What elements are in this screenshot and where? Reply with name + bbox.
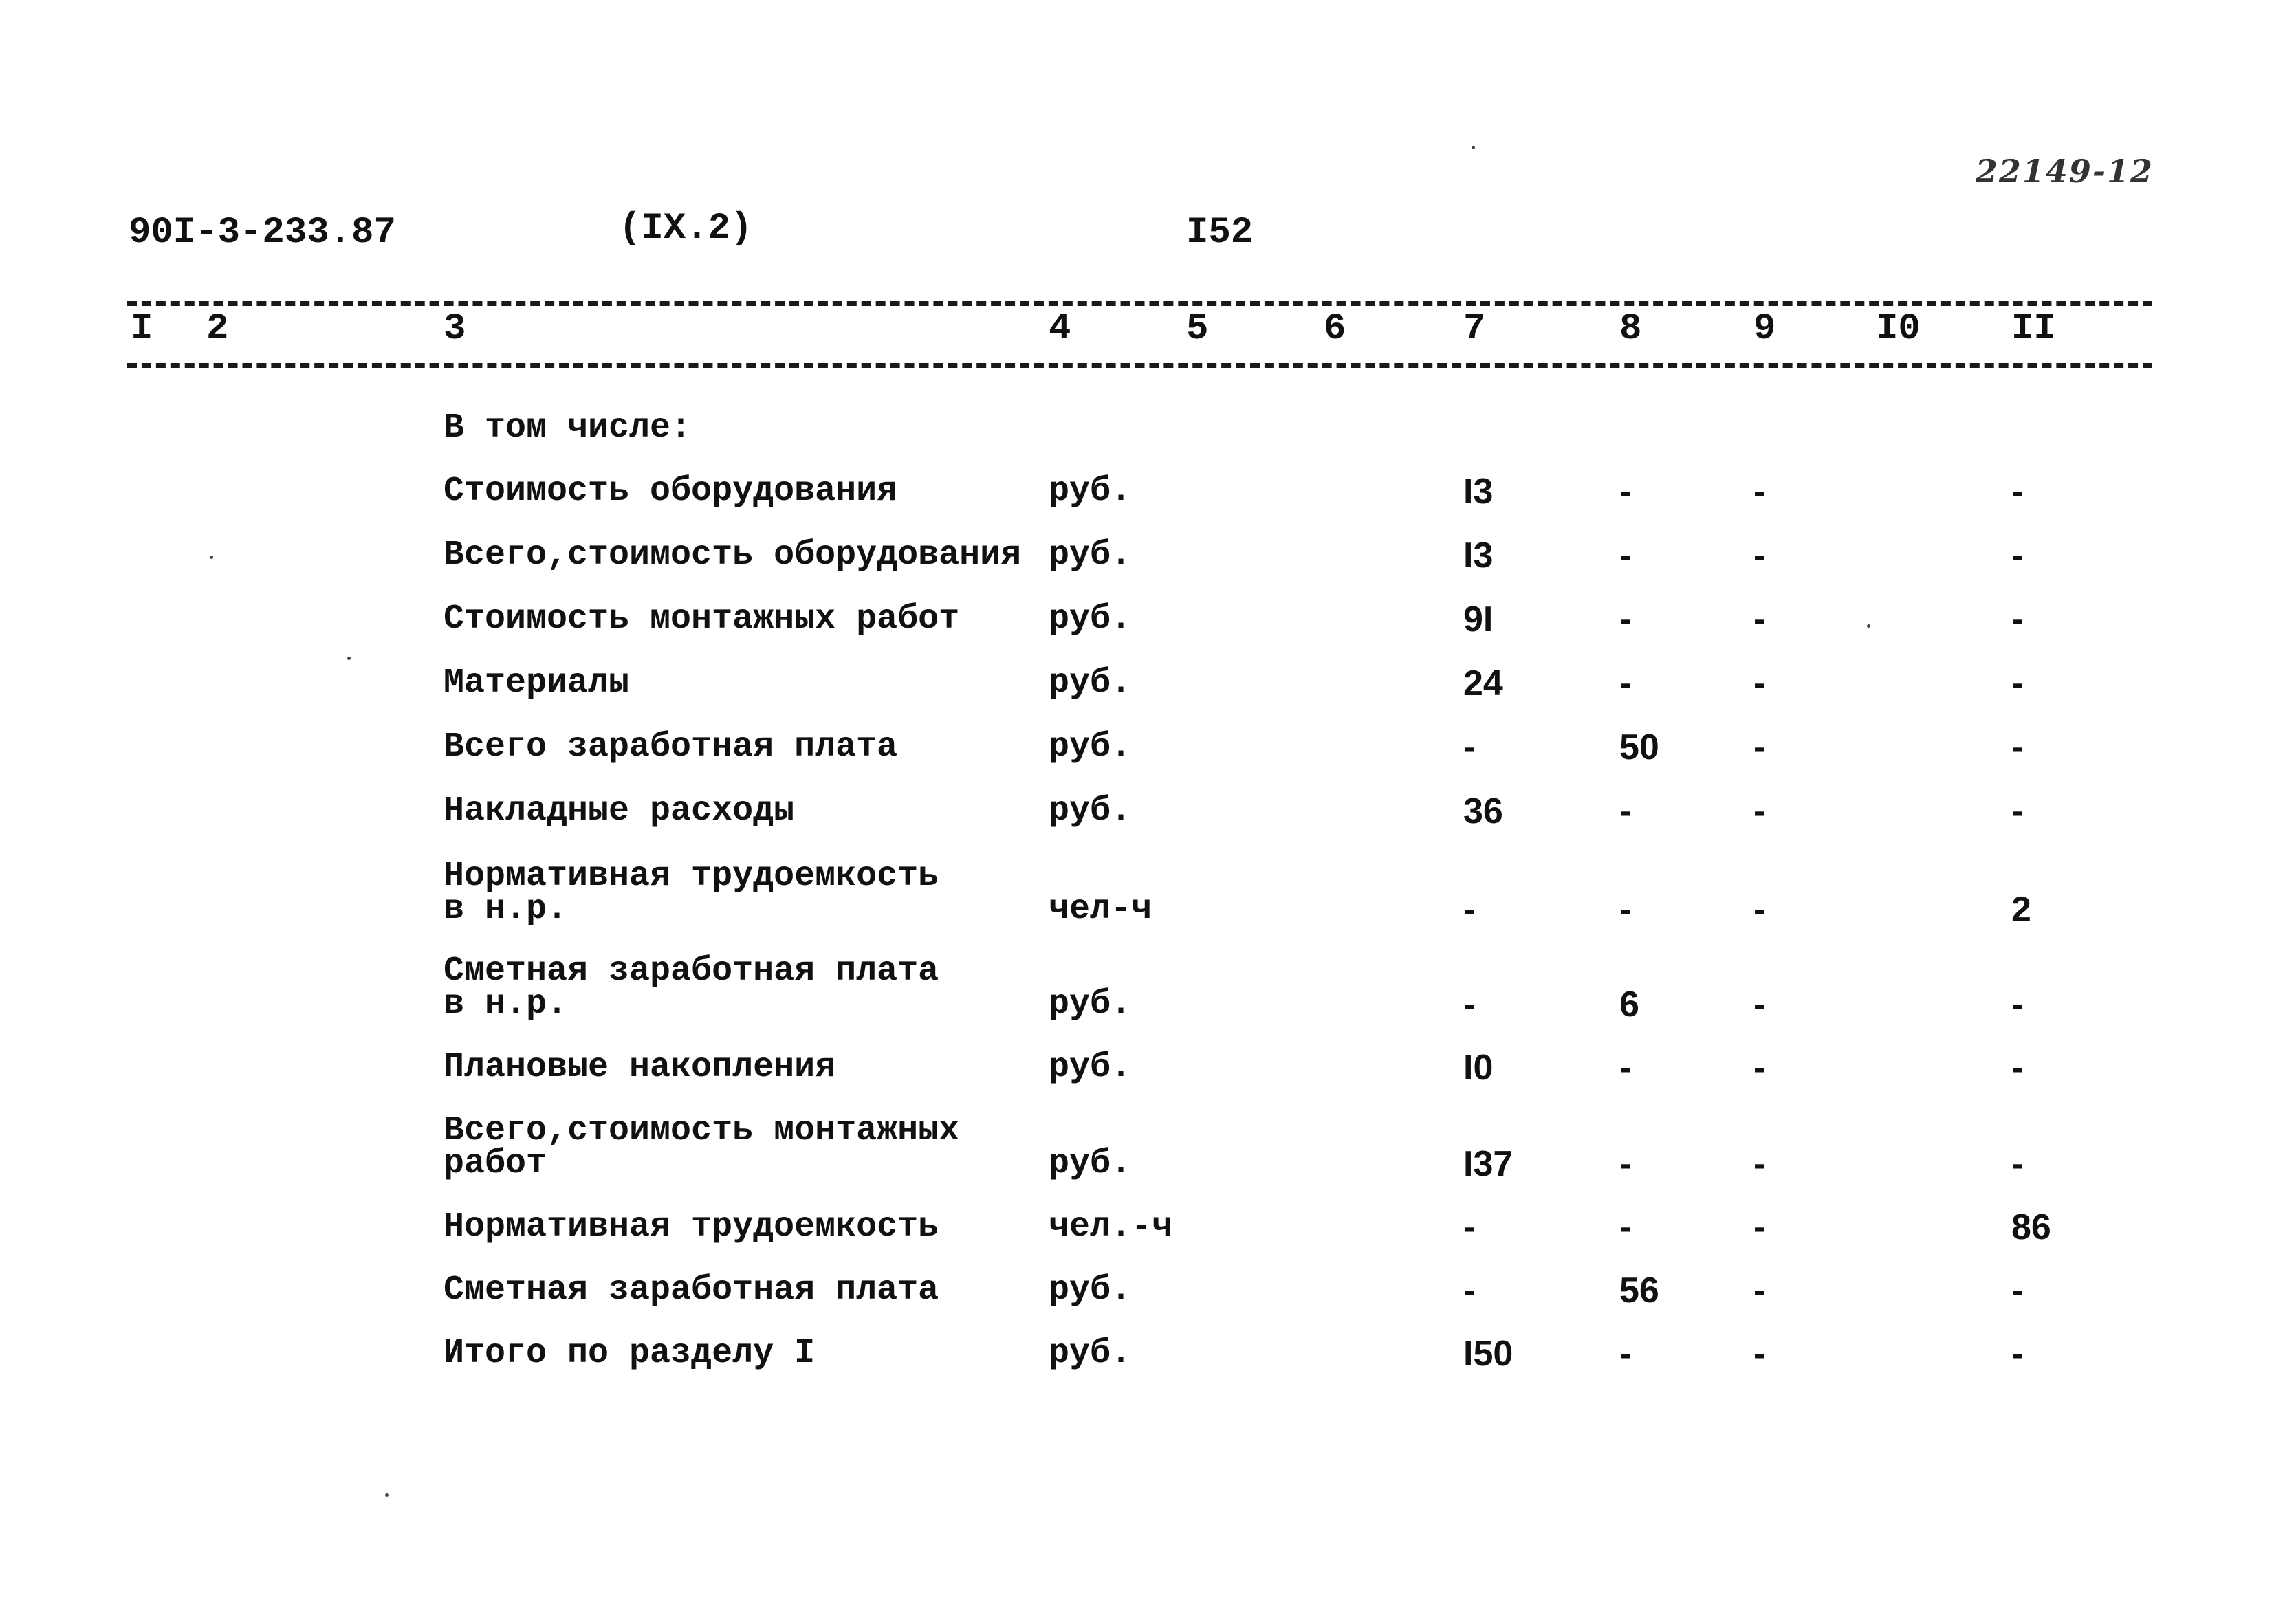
- page-number: I52: [1186, 212, 1254, 254]
- row-col8: -: [1619, 536, 1632, 575]
- row-col9: -: [1753, 472, 1766, 512]
- row-col9: -: [1753, 791, 1766, 831]
- column-number-11: II: [2011, 308, 2056, 350]
- row-col9: -: [1753, 663, 1766, 703]
- row-col7: -: [1463, 727, 1476, 767]
- scan-speck: [385, 1493, 389, 1497]
- row-unit: руб.: [1049, 1144, 1132, 1183]
- row-col7: I0: [1463, 1048, 1494, 1088]
- row-unit: руб.: [1049, 985, 1132, 1024]
- row-col8: -: [1619, 600, 1632, 639]
- column-number-8: 8: [1619, 308, 1642, 350]
- row-col8: -: [1619, 791, 1632, 831]
- row-col11: -: [2011, 727, 2024, 767]
- row-col8: -: [1619, 890, 1632, 930]
- row-unit: руб.: [1049, 663, 1132, 703]
- row-col7: 24: [1463, 663, 1503, 703]
- row-name: Всего,стоимость монтажных: [444, 1111, 960, 1150]
- row-col8: -: [1619, 663, 1632, 703]
- scan-speck: [347, 657, 351, 660]
- row-name: Стоимость оборудования: [444, 472, 898, 511]
- row-unit: чел.-ч: [1049, 1207, 1173, 1247]
- row-col11: -: [2011, 1048, 2024, 1088]
- row-col11: -: [2011, 663, 2024, 703]
- scan-speck: [1472, 146, 1475, 149]
- row-col11: -: [2011, 1144, 2024, 1184]
- row-unit: руб.: [1049, 600, 1132, 639]
- row-col11: 86: [2011, 1207, 2051, 1247]
- row-unit: руб.: [1049, 1271, 1132, 1310]
- column-number-9: 9: [1753, 308, 1776, 350]
- row-col11: 2: [2011, 890, 2031, 930]
- header-top-rule: [127, 301, 2152, 306]
- row-col8: 56: [1619, 1271, 1659, 1310]
- row-name-continuation: в н.р.: [444, 985, 568, 1024]
- scan-speck: [1867, 624, 1870, 628]
- row-name: Всего,стоимость оборудования: [444, 536, 1022, 575]
- row-name: Материалы: [444, 663, 630, 703]
- row-col9: -: [1753, 1271, 1766, 1310]
- column-number-2: 2: [206, 308, 229, 350]
- row-col9: -: [1753, 536, 1766, 575]
- row-col7: I3: [1463, 536, 1494, 575]
- row-col8: 6: [1619, 985, 1639, 1024]
- row-col11: -: [2011, 600, 2024, 639]
- row-col8: -: [1619, 1334, 1632, 1374]
- row-col8: -: [1619, 1207, 1632, 1247]
- row-unit: руб.: [1049, 791, 1132, 831]
- row-col7: I37: [1463, 1144, 1513, 1184]
- row-col8: -: [1619, 472, 1632, 512]
- row-col7: -: [1463, 1207, 1476, 1247]
- row-name: Сметная заработная плата: [444, 952, 939, 991]
- row-col9: -: [1753, 1207, 1766, 1247]
- row-name: Сметная заработная плата: [444, 1271, 939, 1310]
- row-col11: -: [2011, 1271, 2024, 1310]
- row-col9: -: [1753, 600, 1766, 639]
- document-code: 90I-3-233.87: [129, 212, 396, 254]
- row-col11: -: [2011, 472, 2024, 512]
- row-col9: -: [1753, 1334, 1766, 1374]
- column-number-1: I: [131, 308, 153, 350]
- row-col7: -: [1463, 890, 1476, 930]
- row-name-continuation: работ: [444, 1144, 547, 1183]
- row-name: Всего заработная плата: [444, 727, 898, 767]
- row-name: Итого по разделу I: [444, 1334, 816, 1373]
- row-unit: руб.: [1049, 472, 1132, 511]
- row-col7: -: [1463, 985, 1476, 1024]
- row-col9: -: [1753, 1048, 1766, 1088]
- row-col11: -: [2011, 985, 2024, 1024]
- row-col11: -: [2011, 1334, 2024, 1374]
- row-col7: I50: [1463, 1334, 1513, 1374]
- intro-text: В том числе:: [444, 408, 692, 448]
- section-number: (IX.2): [619, 208, 753, 250]
- row-name: Накладные расходы: [444, 791, 795, 831]
- row-unit: руб.: [1049, 727, 1132, 767]
- row-name: Стоимость монтажных работ: [444, 600, 960, 639]
- scan-speck: [210, 556, 213, 559]
- row-col9: -: [1753, 890, 1766, 930]
- row-col8: -: [1619, 1144, 1632, 1184]
- row-unit: руб.: [1049, 1048, 1132, 1087]
- row-col8: -: [1619, 1048, 1632, 1088]
- row-unit: руб.: [1049, 1334, 1132, 1373]
- row-col8: 50: [1619, 727, 1659, 767]
- row-unit: руб.: [1049, 536, 1132, 575]
- row-col9: -: [1753, 727, 1766, 767]
- row-col9: -: [1753, 985, 1766, 1024]
- column-number-6: 6: [1324, 308, 1346, 350]
- row-col7: 9I: [1463, 600, 1494, 639]
- column-number-7: 7: [1463, 308, 1486, 350]
- row-col7: -: [1463, 1271, 1476, 1310]
- column-number-10: I0: [1876, 308, 1921, 350]
- archive-stamp: 22149-12: [1975, 153, 2154, 190]
- header-bottom-rule: [127, 363, 2152, 368]
- column-number-5: 5: [1186, 308, 1209, 350]
- row-name-continuation: в н.р.: [444, 890, 568, 929]
- row-col11: -: [2011, 536, 2024, 575]
- row-col11: -: [2011, 791, 2024, 831]
- row-name: Нормативная трудоемкость: [444, 1207, 939, 1247]
- row-name: Нормативная трудоемкость: [444, 857, 939, 896]
- row-col7: 36: [1463, 791, 1503, 831]
- column-number-3: 3: [444, 308, 466, 350]
- row-unit: чел-ч: [1049, 890, 1152, 929]
- row-name: Плановые накопления: [444, 1048, 836, 1087]
- column-number-4: 4: [1049, 308, 1071, 350]
- row-col7: I3: [1463, 472, 1494, 512]
- row-col9: -: [1753, 1144, 1766, 1184]
